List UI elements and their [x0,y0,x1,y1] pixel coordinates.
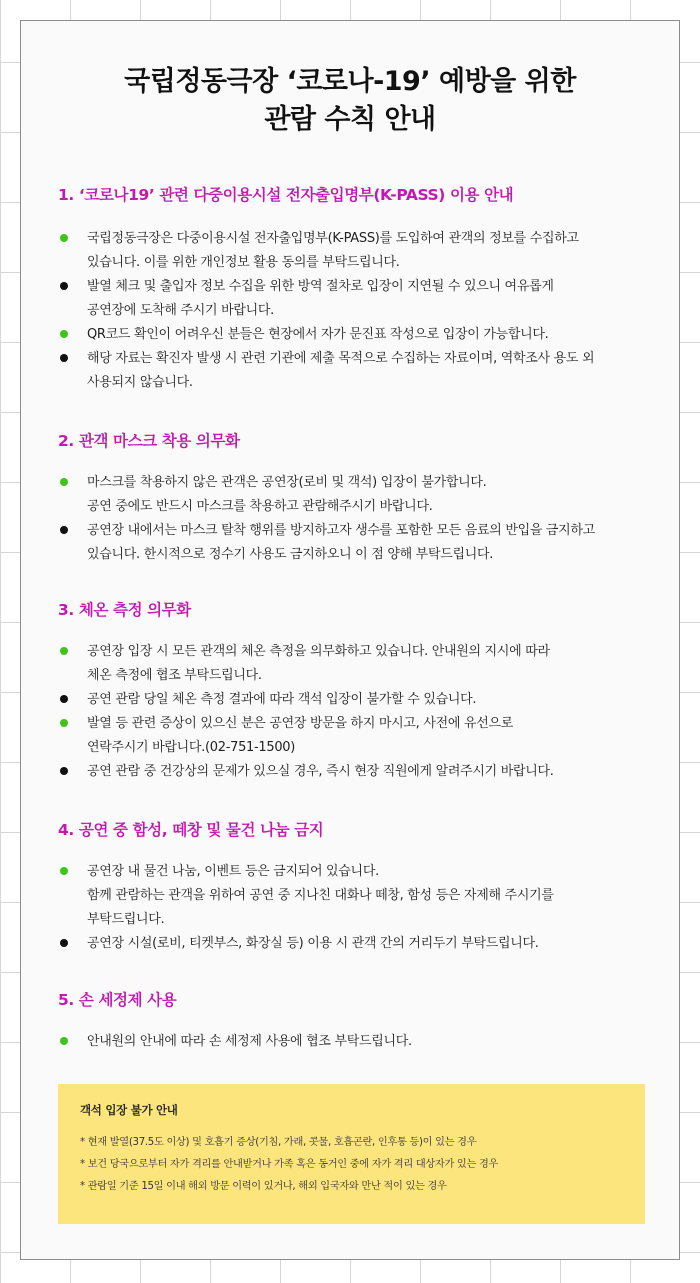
list-item-text: 발열 등 관련 증상이 있으신 분은 공연장 방문을 하지 마시고, 사전에 유선으로 [87,716,513,731]
black-bullet-icon [60,939,68,947]
list-item-text: 사용되지 않습니다. [87,375,193,390]
green-bullet-icon [60,647,68,655]
black-bullet-icon [60,354,68,362]
section-title: 2. 관객 마스크 착용 의무화 [58,432,240,450]
list-item-text: 공연 관람 중 건강상의 문제가 있으실 경우, 즉시 현장 직원에게 알려주시기 바랍니다. [87,764,554,779]
list-item-text: 함께 관람하는 관객을 위하여 공연 중 지나친 대화나 떼창, 함성 등은 자제해 주시기를 [87,888,554,903]
list-item [21,712,679,760]
list-item-text: 공연 관람 당일 체온 측정 결과에 따라 객석 입장이 불가할 수 있습니다. [87,692,477,707]
black-bullet-icon [60,767,68,775]
list-item [21,275,679,323]
list-item-text: 안내원의 안내에 따라 손 세정제 사용에 협조 부탁드립니다. [87,1034,412,1049]
green-bullet-icon [60,330,68,338]
list-item-text: 발열 체크 및 출입자 정보 수집을 위한 방역 절차로 입장이 지연될 수 있으니 여유롭게 [87,279,554,294]
list-item-text: 공연장에 도착해 주시기 바랍니다. [87,303,274,318]
page-title-line-2: 관람 수칙 안내 [264,104,436,135]
black-bullet-icon [60,695,68,703]
list-item [21,323,679,347]
notice-title: 객석 입장 불가 안내 [80,1103,178,1117]
notice-line: * 관람일 기준 15일 이내 해외 방문 이력이 있거나, 해외 입국자와 만난 적이 있는 경우 [80,1181,447,1192]
section-title: 3. 체온 측정 의무화 [58,601,191,619]
list-item [21,519,679,567]
list-item [21,1030,679,1054]
list-item [21,860,679,932]
list-item-text: 부탁드립니다. [87,912,165,927]
list-item-text: 있습니다. 이를 위한 개인정보 활용 동의를 부탁드립니다. [87,255,400,270]
entry-restriction-notice [58,1084,645,1224]
list-item [21,640,679,688]
list-item [21,227,679,275]
list-item-text: 체온 측정에 협조 부탁드립니다. [87,668,262,683]
list-item-text: 공연장 시설(로비, 티켓부스, 화장실 등) 이용 시 관객 간의 거리두기 부탁드립니다. [87,936,539,951]
green-bullet-icon [60,867,68,875]
green-bullet-icon [60,719,68,727]
list-item-text: 공연장 입장 시 모든 관객의 체온 측정을 의무화하고 있습니다. 안내원의 지시에 따라 [87,644,550,659]
list-item-text: 연락주시기 바랍니다.(02-751-1500) [87,740,296,755]
notice-line: * 현재 발열(37.5도 이상) 및 호흡기 증상(기침, 가래, 콧물, 호흡곤란, 인후통 등)이 있는 경우 [80,1137,477,1148]
section-title: 5. 손 세정제 사용 [58,991,177,1009]
black-bullet-icon [60,282,68,290]
list-item [21,347,679,395]
list-item [21,932,679,956]
notice-line: * 보건 당국으로부터 자가 격리를 안내받거나 가족 혹은 동거인 중에 자가 격리 대상자가 있는 경우 [80,1159,499,1170]
green-bullet-icon [60,478,68,486]
list-item-text: 공연장 내 물건 나눔, 이벤트 등은 금지되어 있습니다. [87,864,379,879]
list-item-text: 국립정동극장은 다중이용시설 전자출입명부(K-PASS)를 도입하여 관객의 정보를 수집하고 [87,231,579,246]
page-title [21,21,679,139]
list-item-text: 해당 자료는 확진자 발생 시 관련 기관에 제출 목적으로 수집하는 자료이며, 역학조사 용도 외 [87,351,595,366]
list-item-text: 있습니다. 한시적으로 정수기 사용도 금지하오니 이 점 양해 부탁드립니다. [87,547,494,562]
green-bullet-icon [60,1037,68,1045]
section-title: 1. ‘코로나19’ 관련 다중이용시설 전자출입명부(K-PASS) 이용 안내 [58,186,514,204]
green-bullet-icon [60,234,68,242]
list-item-text: 공연 중에도 반드시 마스크를 착용하고 관람해주시기 바랍니다. [87,499,433,514]
black-bullet-icon [60,526,68,534]
notice-card [20,20,680,1260]
list-item [21,471,679,519]
list-item [21,688,679,712]
list-item-text: 공연장 내에서는 마스크 탈착 행위를 방지하고자 생수를 포함한 모든 음료의 반입을 금지하고 [87,523,595,538]
page-title-line-1: 국립정동극장 ‘코로나-19’ 예방을 위한 [124,66,576,97]
list-item-text: 마스크를 착용하지 않은 관객은 공연장(로비 및 객석) 입장이 불가합니다. [87,475,487,490]
list-item-text: QR코드 확인이 어려우신 분들은 현장에서 자가 문진표 작성으로 입장이 가능합니다. [87,327,549,342]
section-title: 4. 공연 중 함성, 떼창 및 물건 나눔 금지 [58,821,324,839]
list-item [21,760,679,784]
